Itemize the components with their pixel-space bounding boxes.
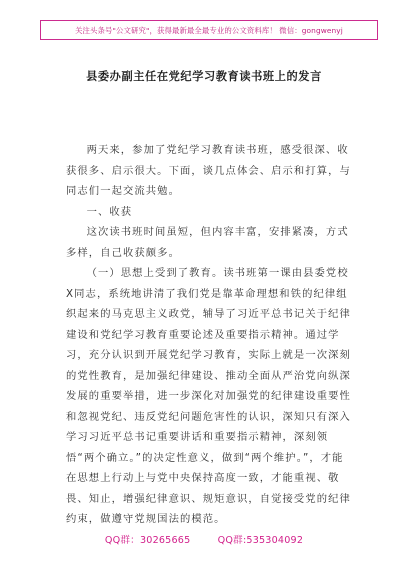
header-banner [40, 20, 378, 40]
header-banner-text: 关注头条号"公文研究"，获得最新最全最专业的公文资料库！ 微信：gongwenyj [75, 25, 343, 35]
section-heading-harvest: 一、收获 [86, 205, 133, 218]
footer-qq-groups [0, 532, 408, 546]
document-title: 县委办副主任在党纪学习教育读书班上的发言 [86, 70, 322, 83]
paragraph-intro: 两天来，参加了党纪学习教育读书班，感受很深、收获很多、启示很大。下面，谈几点体会、启示和打算，与同志们一起交流共勉。 [66, 144, 351, 197]
paragraph-point-one: （一）思想上受到了教育。读书班第一课由县委党校X同志，系统地讲清了我们党是靠革命理想和铁的纪律组织起来的马克思主义政党，辅导了习近平总书记关于纪律建设和党纪学习教育重要论述及重要指示精神。通过学习，充分认识到开展党纪学习教育，实际上就是一次深刻的党性教育，是加强纪律建设、推动全面从严治党向纵深发展的重要举措，进一步深化对加强党的纪律建设重要性和忽视党纪、违反党纪问题危害性的认识，深知只有深入学习习近平总书记重要讲话和重要指示精神，深刻领悟“两个确立。”的决定性意义，做到“两个维护。”，才能在思想上行动上与党中央保持高度一致，才能重视、敬畏、知止，增强纪律意识、规矩意识，自觉接受党的纪律约束，做遵守党规国法的模范。 [66, 267, 351, 525]
footer-qq-2: QQ群:535304092 [217, 535, 304, 546]
footer-qq-1: QQ群：30265665 [104, 535, 191, 546]
paragraph-summary: 这次读书班时间虽短，但内容丰富，安排紧凑，方式多样，自己收获颇多。 [66, 226, 349, 259]
document-body [66, 140, 354, 530]
